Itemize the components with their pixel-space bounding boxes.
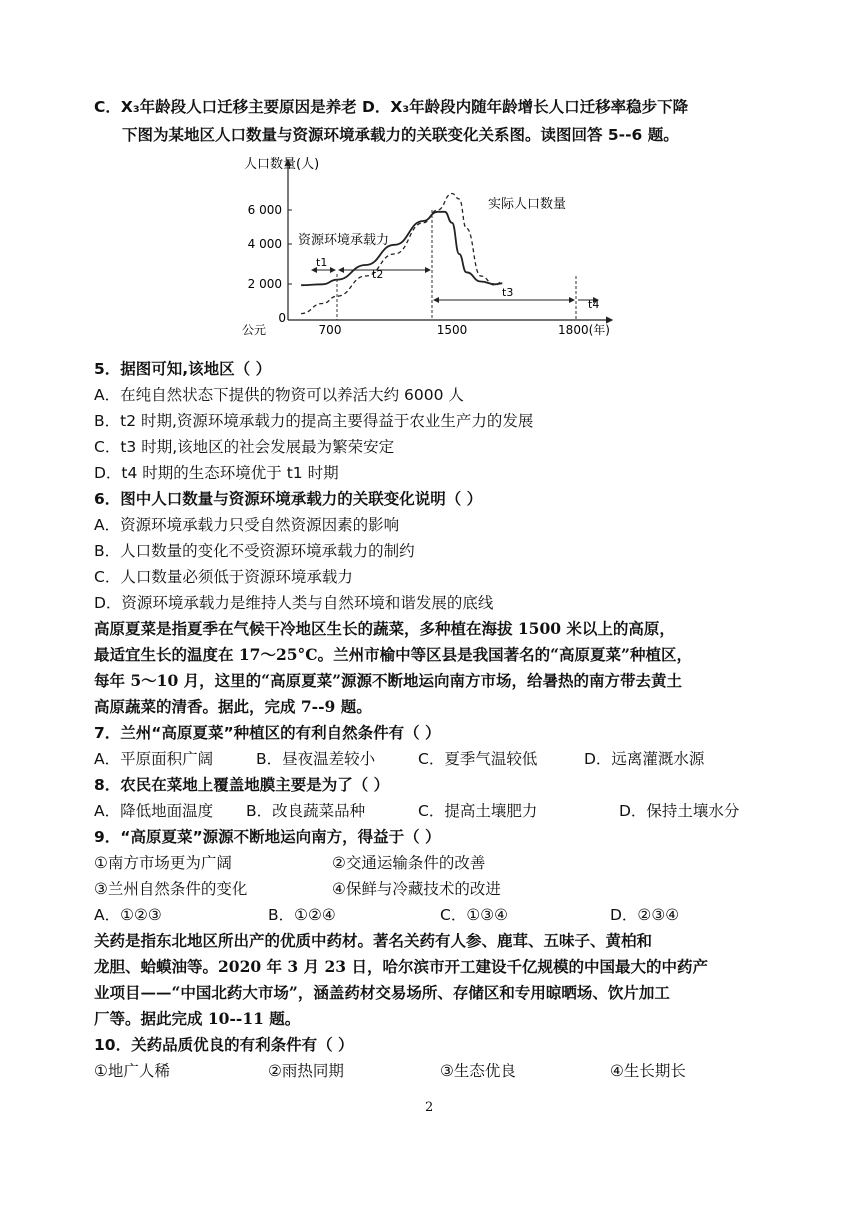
q9-statement-2: ②交通运输条件的改善 — [332, 854, 486, 872]
passage-2-line-2: 龙胆、蛤蟆油等。2020 年 3 月 23 日，哈尔滨市开工建设千亿规模的中国最大的中药产 — [94, 957, 708, 976]
q7-option-a: A．平原面积广阔 — [94, 750, 214, 768]
x-tick-700: 700 — [318, 323, 342, 337]
q9-statement-4: ④保鲜与冷藏技术的改进 — [332, 880, 501, 898]
q9-option-d: D．②③④ — [610, 906, 680, 924]
q7-stem: 7．兰州“高原夏菜”种植区的有利自然条件有（ ） — [94, 724, 441, 742]
q6-option-a: A．资源环境承载力只受自然资源因素的影响 — [94, 516, 400, 534]
period-t1-label: t1 — [316, 256, 328, 269]
capacity-series-line — [301, 212, 502, 285]
q10-stem: 10．关药品质优良的有利条件有（ ） — [94, 1036, 354, 1054]
q8-stem: 8．农民在菜地上覆盖地膜主要是为了（ ） — [94, 776, 390, 794]
y-axis-label: 人口数量(人) — [244, 157, 320, 172]
q9-option-a: A．①②③ — [94, 906, 162, 924]
period-t4-label: t4 — [588, 298, 600, 311]
q9-statement-1: ①南方市场更为广阔 — [94, 854, 232, 872]
q6-stem: 6．图中人口数量与资源环境承载力的关联变化说明（ ） — [94, 490, 483, 508]
population-capacity-chart — [240, 150, 620, 350]
population-series-line — [301, 194, 502, 314]
q9-stem: 9．“高原夏菜”源源不断地运向南方，得益于（ ） — [94, 828, 441, 846]
q5-option-b: B．t2 时期,资源环境承载力的提高主要得益于农业生产力的发展 — [94, 412, 534, 430]
passage-1-line-1: 高原夏菜是指夏季在气候干冷地区生长的蔬菜，多种植在海拔 1500 米以上的高原， — [94, 619, 675, 638]
capacity-series-label: 资源环境承载力 — [298, 233, 390, 248]
x-tick-1800: 1800(年) — [558, 323, 610, 337]
q10-statement-1: ①地广人稀 — [94, 1062, 170, 1080]
y-tick-0: 0 — [278, 311, 286, 325]
q6-option-c: C．人口数量必须低于资源环境承载力 — [94, 568, 353, 586]
q10-statement-2: ②雨热同期 — [268, 1062, 344, 1080]
q5-option-c: C．t3 时期,该地区的社会发展最为繁荣安定 — [94, 438, 395, 456]
passage-1-line-3: 每年 5～10 月，这里的“高原夏菜”源源不断地运向南方市场，给暑热的南方带去黄土 — [94, 671, 682, 690]
q10-statement-4: ④生长期长 — [610, 1062, 686, 1080]
y-tick-6000: 6 000 — [247, 203, 282, 217]
q8-option-a: A．降低地面温度 — [94, 802, 214, 820]
q8-option-d: D．保持土壤水分 — [619, 802, 740, 820]
page-number: 2 — [425, 1100, 434, 1115]
x-origin-label: 公元 — [242, 323, 267, 337]
q7-option-d: D．远离灌溉水源 — [584, 750, 705, 768]
q5-option-d: D．t4 时期的生态环境优于 t1 时期 — [94, 464, 339, 482]
q7-option-b: B．昼夜温差较小 — [256, 750, 376, 768]
period-t2-label: t2 — [372, 268, 384, 281]
q7-option-c: C．夏季气温较低 — [418, 750, 538, 768]
passage-2-line-3: 业项目——“中国北药大市场”，涵盖药材交易场所、存储区和专用晾晒场、饮片加工 — [94, 983, 670, 1002]
passage-2-line-4: 厂等。据此完成 10--11 题。 — [94, 1009, 301, 1028]
y-tick-4000: 4 000 — [247, 237, 282, 251]
population-series-label: 实际人口数量 — [488, 197, 567, 212]
period-t3-label: t3 — [502, 286, 514, 299]
y-tick-2000: 2 000 — [247, 277, 282, 291]
q10-statement-3: ③生态优良 — [440, 1062, 516, 1080]
q4-options-cd: C．X₃年龄段人口迁移主要原因是养老 D．X₃年龄段内随年龄增长人口迁移率稳步下降 — [94, 98, 689, 116]
q6-option-d: D．资源环境承载力是维持人类与自然环境和谐发展的底线 — [94, 594, 494, 612]
q5-option-a: A．在纯自然状态下提供的物资可以养活大约 6000 人 — [94, 386, 464, 404]
q9-option-c: C．①③④ — [440, 906, 509, 924]
x-tick-1500: 1500 — [436, 323, 468, 337]
q5-stem: 5．据图可知,该地区（ ） — [94, 360, 272, 378]
q9-statement-3: ③兰州自然条件的变化 — [94, 880, 248, 898]
q8-option-c: C．提高土壤肥力 — [418, 802, 538, 820]
q6-option-b: B．人口数量的变化不受资源环境承载力的制约 — [94, 542, 415, 560]
figure-intro: 下图为某地区人口数量与资源环境承载力的关联变化关系图。读图回答 5--6 题。 — [122, 126, 679, 144]
passage-2-line-1: 关药是指东北地区所出产的优质中药材。著名关药有人参、鹿茸、五味子、黄柏和 — [94, 931, 653, 950]
q8-option-b: B．改良蔬菜品种 — [246, 802, 366, 820]
series-layer — [301, 194, 502, 314]
passage-1-line-4: 高原蔬菜的清香。据此，完成 7--9 题。 — [94, 697, 372, 716]
passage-1-line-2: 最适宜生长的温度在 17～25°C。兰州市榆中等区县是我国著名的“高原夏菜”种植区， — [94, 645, 692, 664]
q9-option-b: B．①②④ — [268, 906, 336, 924]
